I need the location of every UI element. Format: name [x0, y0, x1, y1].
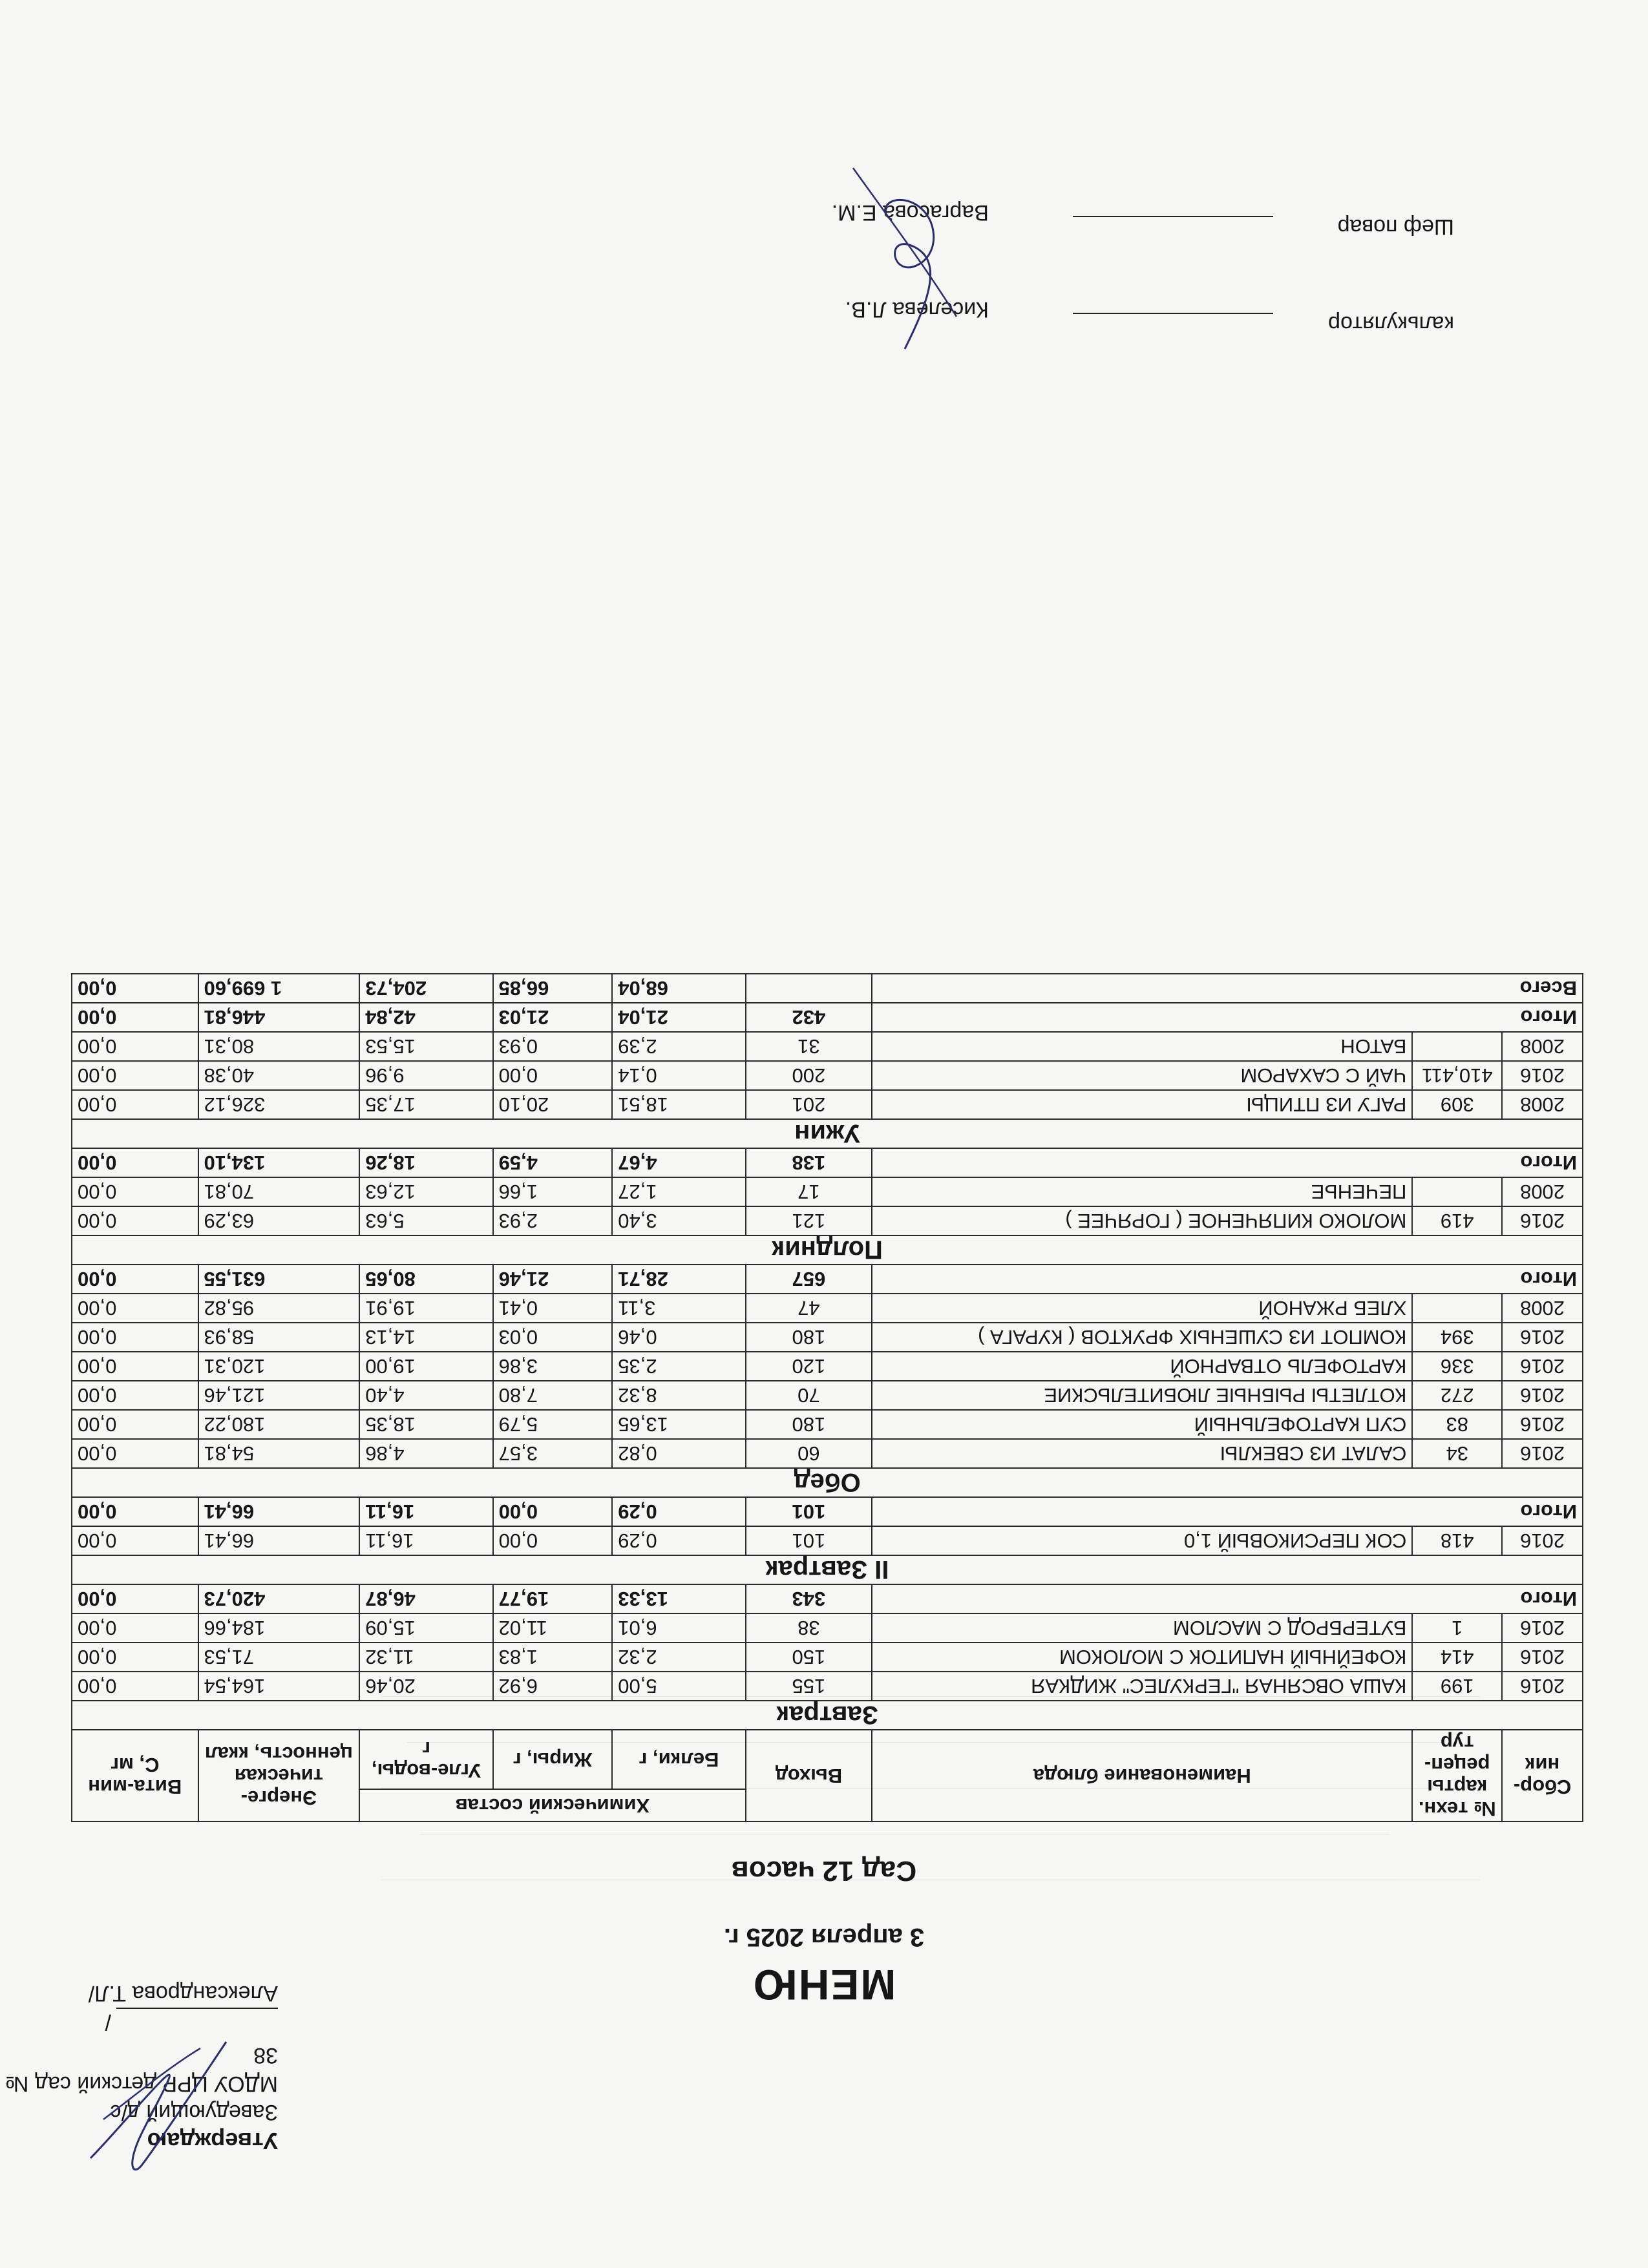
- cell-protein: 8,32: [612, 1381, 745, 1410]
- signer-role: Шеф повар: [1337, 215, 1454, 239]
- cell-dish: КАРТОФЕЛЬ ОТВАРНОЙ: [872, 1352, 1412, 1381]
- table-row: [72, 1439, 1583, 1468]
- table-row: [72, 1613, 1583, 1643]
- cell-output: 47: [746, 1294, 872, 1323]
- table-row: [72, 1061, 1583, 1090]
- section-header-row: [72, 1555, 1583, 1584]
- cell-output: 138: [746, 1148, 872, 1177]
- cell-vitamin: 0,00: [72, 1497, 198, 1526]
- cell-recipe: 410,411: [1412, 1061, 1502, 1090]
- cell-collection: 2016: [1502, 1352, 1583, 1381]
- header-output: Выход: [746, 1730, 872, 1822]
- section-header-row: [72, 1235, 1583, 1265]
- cell-protein: 28,71: [612, 1265, 745, 1294]
- cell-fat: 3,86: [493, 1352, 613, 1381]
- cell-collection: 2016: [1502, 1613, 1583, 1643]
- cell-vitamin: 0,00: [72, 1526, 198, 1555]
- cell-recipe: 418: [1412, 1526, 1502, 1555]
- cell-output: 201: [746, 1090, 872, 1119]
- cell-fat: 1,66: [493, 1177, 613, 1206]
- table-row: [72, 1032, 1583, 1061]
- cell-energy: 66,41: [198, 1497, 360, 1526]
- cell-energy: 95,82: [198, 1294, 360, 1323]
- cell-energy: 326,12: [198, 1090, 360, 1119]
- cell-vitamin: 0,00: [72, 1032, 198, 1061]
- cell-fat: 19,77: [493, 1584, 613, 1613]
- cell-output: 38: [746, 1613, 872, 1643]
- cell-dish: КАША ОВСЯНАЯ "ГЕРКУЛЕС" ЖИДКАЯ: [872, 1672, 1412, 1701]
- cell-collection: 2016: [1502, 1672, 1583, 1701]
- approval-name: /Александрова Т.Л/: [88, 1981, 278, 2034]
- cell-carbs: 5,63: [359, 1206, 492, 1235]
- cell-fat: 0,41: [493, 1294, 613, 1323]
- cell-carbs: 18,26: [359, 1148, 492, 1177]
- cell-dish: КОФЕЙНЫЙ НАПИТОК С МОЛОКОМ: [872, 1643, 1412, 1672]
- section-title: Полдник: [72, 1235, 1583, 1265]
- cell-protein: 13,33: [612, 1584, 745, 1613]
- table-row: [72, 1381, 1583, 1410]
- cell-energy: 1 699,60: [198, 974, 360, 1003]
- cell-carbs: 14,13: [359, 1323, 492, 1352]
- total-label: Итого: [872, 1265, 1583, 1294]
- section-title: Ужин: [72, 1119, 1583, 1148]
- cell-output: 180: [746, 1323, 872, 1352]
- cell-energy: 420,73: [198, 1584, 360, 1613]
- cell-energy: 184,66: [198, 1613, 360, 1643]
- cell-output: 60: [746, 1439, 872, 1468]
- cell-collection: 2008: [1502, 1177, 1583, 1206]
- grand-total-row: [72, 974, 1583, 1003]
- cell-carbs: 204,73: [359, 974, 492, 1003]
- cell-vitamin: 0,00: [72, 1148, 198, 1177]
- cell-output: 657: [746, 1265, 872, 1294]
- cell-dish: САЛАТ ИЗ СВЕКЛЫ: [872, 1439, 1412, 1468]
- cell-vitamin: 0,00: [72, 1090, 198, 1119]
- cell-collection: 2008: [1502, 1032, 1583, 1061]
- cell-collection: 2016: [1502, 1323, 1583, 1352]
- cell-carbs: 42,84: [359, 1003, 492, 1032]
- approval-title: Утверждаю: [147, 2128, 278, 2154]
- cell-carbs: 15,53: [359, 1032, 492, 1061]
- cell-vitamin: 0,00: [72, 1672, 198, 1701]
- cell-carbs: 17,35: [359, 1090, 492, 1119]
- table-row: [72, 1090, 1583, 1119]
- cell-output: 150: [746, 1643, 872, 1672]
- cell-carbs: 80,65: [359, 1265, 492, 1294]
- table-row: [72, 1352, 1583, 1381]
- section-total-row: [72, 1265, 1583, 1294]
- menu-title: МЕНЮ: [752, 1961, 896, 2009]
- cell-protein: 13,65: [612, 1410, 745, 1439]
- cell-energy: 180,22: [198, 1410, 360, 1439]
- cell-recipe: 309: [1412, 1090, 1502, 1119]
- cell-carbs: 15,09: [359, 1613, 492, 1643]
- cell-fat: 11,02: [493, 1613, 613, 1643]
- cell-protein: 21,04: [612, 1003, 745, 1032]
- cell-output: 101: [746, 1497, 872, 1526]
- header-dish: Наименование блюда: [872, 1730, 1412, 1822]
- cell-protein: 0,29: [612, 1526, 745, 1555]
- signer-role: калькулятор: [1328, 311, 1454, 336]
- cell-dish: БУТЕРБРОД С МАСЛОМ: [872, 1613, 1412, 1643]
- cell-vitamin: 0,00: [72, 1613, 198, 1643]
- table-row: [72, 1526, 1583, 1555]
- cell-output: 17: [746, 1177, 872, 1206]
- cell-output: 432: [746, 1003, 872, 1032]
- header-carbs: Угле-воды, г: [359, 1730, 492, 1789]
- total-label: Итого: [872, 1148, 1583, 1177]
- cell-collection: 2008: [1502, 1090, 1583, 1119]
- cell-recipe: 199: [1412, 1672, 1502, 1701]
- cell-recipe: 394: [1412, 1323, 1502, 1352]
- header-fat: Жиры, г: [493, 1730, 613, 1789]
- cell-fat: 20,10: [493, 1090, 613, 1119]
- cell-output: 180: [746, 1410, 872, 1439]
- section-title: Обед: [72, 1468, 1583, 1497]
- cell-protein: 2,39: [612, 1032, 745, 1061]
- cell-energy: 40,38: [198, 1061, 360, 1090]
- cell-protein: 3,40: [612, 1206, 745, 1235]
- cell-vitamin: 0,00: [72, 1206, 198, 1235]
- cell-recipe: 272: [1412, 1381, 1502, 1410]
- cell-vitamin: 0,00: [72, 1410, 198, 1439]
- cell-fat: 5,79: [493, 1410, 613, 1439]
- menu-date: 3 апреля 2025 г.: [723, 1923, 925, 1951]
- total-label: Итого: [872, 1003, 1583, 1032]
- section-total-row: [72, 1148, 1583, 1177]
- cell-output: 200: [746, 1061, 872, 1090]
- table-row: [72, 1672, 1583, 1701]
- cell-dish: РАГУ ИЗ ПТИЦЫ: [872, 1090, 1412, 1119]
- section-title: II Завтрак: [72, 1555, 1583, 1584]
- cell-energy: 58,93: [198, 1323, 360, 1352]
- cell-fat: 21,03: [493, 1003, 613, 1032]
- cell-vitamin: 0,00: [72, 1643, 198, 1672]
- cell-protein: 0,82: [612, 1439, 745, 1468]
- cell-protein: 6,01: [612, 1613, 745, 1643]
- cell-energy: 446,81: [198, 1003, 360, 1032]
- cell-protein: 18,51: [612, 1090, 745, 1119]
- cell-fat: 21,46: [493, 1265, 613, 1294]
- cell-carbs: 46,87: [359, 1584, 492, 1613]
- cell-protein: 5,00: [612, 1672, 745, 1701]
- approval-position: Заведующий д/с: [110, 2100, 278, 2125]
- cell-dish: КОТЛЕТЫ РЫБНЫЕ ЛЮБИТЕЛЬСКИЕ: [872, 1381, 1412, 1410]
- cell-protein: 0,29: [612, 1497, 745, 1526]
- cell-energy: 70,81: [198, 1177, 360, 1206]
- table-row: [72, 1323, 1583, 1352]
- cell-dish: МОЛОКО КИПЯЧЕНОЕ ( ГОРЯЧЕЕ ): [872, 1206, 1412, 1235]
- menu-table-header: [72, 1730, 1583, 1822]
- cell-energy: 121,46: [198, 1381, 360, 1410]
- director-signature: [71, 2022, 239, 2178]
- cell-fat: 0,00: [493, 1526, 613, 1555]
- table-row: [72, 1294, 1583, 1323]
- cell-recipe: 83: [1412, 1410, 1502, 1439]
- cell-collection: 2016: [1502, 1381, 1583, 1410]
- cell-recipe: 336: [1412, 1352, 1502, 1381]
- cell-carbs: 11,32: [359, 1643, 492, 1672]
- cell-collection: 2016: [1502, 1061, 1583, 1090]
- cell-protein: 0,14: [612, 1061, 745, 1090]
- cell-fat: 2,93: [493, 1206, 613, 1235]
- cell-collection: 2016: [1502, 1410, 1583, 1439]
- menu-table-body: [72, 974, 1583, 1730]
- cell-energy: 54,81: [198, 1439, 360, 1468]
- cell-fat: 0,03: [493, 1323, 613, 1352]
- cell-output: 120: [746, 1352, 872, 1381]
- cell-output: 343: [746, 1584, 872, 1613]
- menu-group-name: Сад 12 часов: [731, 1855, 917, 1887]
- cell-fat: 0,00: [493, 1061, 613, 1090]
- cell-recipe: 414: [1412, 1643, 1502, 1672]
- cell-fat: 7,80: [493, 1381, 613, 1410]
- cell-carbs: 16,11: [359, 1526, 492, 1555]
- signer-name: Киселева Л.В.: [845, 297, 989, 322]
- cell-vitamin: 0,00: [72, 1061, 198, 1090]
- cell-collection: 2008: [1502, 1294, 1583, 1323]
- cell-carbs: 9,96: [359, 1061, 492, 1090]
- cell-vitamin: 0,00: [72, 1381, 198, 1410]
- cell-fat: 0,00: [493, 1497, 613, 1526]
- signature-line: [1073, 313, 1273, 314]
- cell-output: [746, 974, 872, 1003]
- cell-protein: 2,32: [612, 1643, 745, 1672]
- header-protein: Белки, г: [612, 1730, 745, 1789]
- cell-energy: 120,31: [198, 1352, 360, 1381]
- signer-name: Варгасова Е.М.: [831, 200, 989, 225]
- cell-vitamin: 0,00: [72, 974, 198, 1003]
- cell-dish: КОМПОТ ИЗ СУШЕНЫХ ФРУКТОВ ( КУРАГА ): [872, 1323, 1412, 1352]
- cell-dish: СУП КАРТОФЕЛЬНЫЙ: [872, 1410, 1412, 1439]
- cell-protein: 1,27: [612, 1177, 745, 1206]
- cell-vitamin: 0,00: [72, 1584, 198, 1613]
- cell-collection: 2016: [1502, 1526, 1583, 1555]
- cell-output: 155: [746, 1672, 872, 1701]
- cell-fat: 0,93: [493, 1032, 613, 1061]
- cell-energy: 631,55: [198, 1265, 360, 1294]
- cell-vitamin: 0,00: [72, 1352, 198, 1381]
- cell-collection: 2016: [1502, 1643, 1583, 1672]
- cell-collection: 2016: [1502, 1439, 1583, 1468]
- chef-signature: [840, 162, 982, 355]
- cell-protein: 2,35: [612, 1352, 745, 1381]
- cell-carbs: 4,40: [359, 1381, 492, 1410]
- total-label: Итого: [872, 1584, 1583, 1613]
- section-total-row: [72, 1584, 1583, 1613]
- section-header-row: [72, 1119, 1583, 1148]
- section-header-row: [72, 1701, 1583, 1730]
- cell-protein: 4,67: [612, 1148, 745, 1177]
- cell-recipe: 34: [1412, 1439, 1502, 1468]
- cell-energy: 80,31: [198, 1032, 360, 1061]
- cell-output: 121: [746, 1206, 872, 1235]
- cell-recipe: 419: [1412, 1206, 1502, 1235]
- cell-output: 101: [746, 1526, 872, 1555]
- header-collection: Сбор-ник: [1502, 1730, 1583, 1822]
- cell-vitamin: 0,00: [72, 1265, 198, 1294]
- cell-carbs: 16,11: [359, 1497, 492, 1526]
- cell-vitamin: 0,00: [72, 1439, 198, 1468]
- menu-table: [71, 973, 1583, 1822]
- cell-collection: 2016: [1502, 1206, 1583, 1235]
- cell-vitamin: 0,00: [72, 1323, 198, 1352]
- cell-dish: СОК ПЕРСИКОВЫЙ 1,0: [872, 1526, 1412, 1555]
- cell-output: 31: [746, 1032, 872, 1061]
- cell-energy: 164,54: [198, 1672, 360, 1701]
- total-label: Всего: [872, 974, 1583, 1003]
- cell-fat: 4,59: [493, 1148, 613, 1177]
- header-chemical: Химический состав: [359, 1789, 745, 1822]
- table-row: [72, 1643, 1583, 1672]
- table-row: [72, 1410, 1583, 1439]
- cell-carbs: 18,35: [359, 1410, 492, 1439]
- section-total-row: [72, 1003, 1583, 1032]
- cell-output: 70: [746, 1381, 872, 1410]
- cell-carbs: 19,00: [359, 1352, 492, 1381]
- section-title: Завтрак: [72, 1701, 1583, 1730]
- section-total-row: [72, 1497, 1583, 1526]
- cell-energy: 66,41: [198, 1526, 360, 1555]
- cell-dish: БАТОН: [872, 1032, 1412, 1061]
- cell-dish: ХЛЕБ РЖАНОЙ: [872, 1294, 1412, 1323]
- cell-vitamin: 0,00: [72, 1003, 198, 1032]
- cell-energy: 71,53: [198, 1643, 360, 1672]
- cell-fat: 3,57: [493, 1439, 613, 1468]
- cell-dish: ПЕЧЕНЬЕ: [872, 1177, 1412, 1206]
- cell-protein: 68,04: [612, 974, 745, 1003]
- total-label: Итого: [872, 1497, 1583, 1526]
- cell-fat: 6,92: [493, 1672, 613, 1701]
- cell-carbs: 20,46: [359, 1672, 492, 1701]
- cell-carbs: 4,86: [359, 1439, 492, 1468]
- cell-vitamin: 0,00: [72, 1294, 198, 1323]
- cell-dish: ЧАЙ С САХАРОМ: [872, 1061, 1412, 1090]
- header-vitamin: Вита-мин С, мг: [72, 1730, 198, 1822]
- cell-recipe: [1412, 1032, 1502, 1061]
- cell-recipe: [1412, 1294, 1502, 1323]
- cell-recipe: [1412, 1177, 1502, 1206]
- cell-carbs: 19,91: [359, 1294, 492, 1323]
- cell-fat: 66,85: [493, 974, 613, 1003]
- cell-protein: 0,46: [612, 1323, 745, 1352]
- cell-energy: 134,10: [198, 1148, 360, 1177]
- cell-fat: 1,83: [493, 1643, 613, 1672]
- header-energy: Энерге-тическая ценность, ккал: [198, 1730, 360, 1822]
- section-header-row: [72, 1468, 1583, 1497]
- cell-protein: 3,11: [612, 1294, 745, 1323]
- signature-line: [1073, 216, 1273, 217]
- header-recipe: № техн. карты рецеп-тур: [1412, 1730, 1502, 1822]
- approval-organization: МДОУ ЦРР детский сад № 38: [5, 2043, 278, 2096]
- cell-recipe: 1: [1412, 1613, 1502, 1643]
- cell-vitamin: 0,00: [72, 1177, 198, 1206]
- table-row: [72, 1206, 1583, 1235]
- cell-carbs: 12,63: [359, 1177, 492, 1206]
- cell-energy: 63,29: [198, 1206, 360, 1235]
- table-row: [72, 1177, 1583, 1206]
